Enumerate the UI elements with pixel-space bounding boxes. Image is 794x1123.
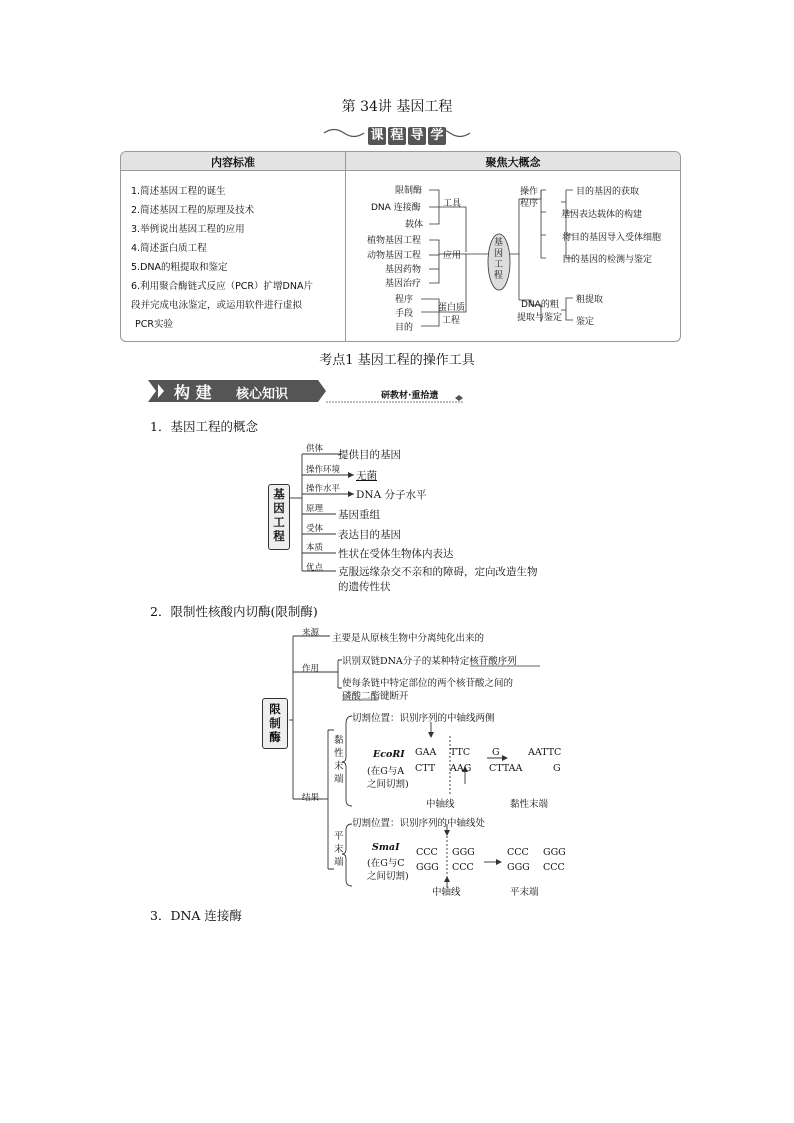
banner-sub: 核心知识 <box>236 387 289 402</box>
heading-2: 2．限制性核酸内切酶(限制酶) <box>150 604 318 619</box>
guide-char: 导 <box>408 127 426 145</box>
standard-item: 5.DNA的粗提取和鉴定 <box>131 262 228 273</box>
heading-3: 3．DNA 连接酶 <box>150 908 242 923</box>
page-title: 第 34讲 基因工程 <box>341 99 453 115</box>
cm-protein-2: 手段 <box>395 309 414 319</box>
seq: CCC <box>543 862 565 873</box>
cm-op-label-2: 程序 <box>520 199 539 209</box>
standard-item: PCR实验 <box>135 319 173 330</box>
seq: GGG <box>543 847 566 858</box>
function-text-2: 使每条链中特定部位的两个核苷酸之间的 <box>342 678 514 689</box>
ecori-label: EcoRⅠ <box>373 749 405 760</box>
cm-protein-1: 程序 <box>395 295 414 305</box>
cm-center-char: 基 <box>494 238 504 248</box>
cm-app-label: 应用 <box>443 251 462 261</box>
concept-text: 基因重组 <box>338 509 380 521</box>
seq: GGG <box>452 847 475 858</box>
cm-op-step-3: 将目的基因导入受体细胞 <box>562 233 662 243</box>
concept-text: 表达目的基因 <box>338 529 401 541</box>
guide-char: 课 <box>368 127 386 145</box>
sticky-label <box>334 734 344 786</box>
cm-center-char: 因 <box>494 249 504 259</box>
cm-center-char: 程 <box>494 271 504 281</box>
seq: G <box>492 747 500 758</box>
cm-protein-label-1: 蛋白质 <box>438 303 466 313</box>
standard-item: 3.举例说出基因工程的应用 <box>131 224 245 235</box>
source-label: 来源 <box>302 628 320 638</box>
concept-label: 操作水平 <box>306 484 341 494</box>
concept-box-char: 工 <box>273 515 285 529</box>
seq: GAA <box>415 747 437 758</box>
concept-label: 操作环境 <box>306 465 341 475</box>
sticky-cut: 切割位置：识别序列的中轴线两侧 <box>352 713 495 724</box>
enzyme-box-char: 酶 <box>269 730 281 744</box>
smai-note-1: (在G与C <box>367 858 405 869</box>
seq: AATTC <box>528 747 562 758</box>
section-title: 考点1 基因工程的操作工具 <box>319 353 475 368</box>
seq: CTTAA <box>489 763 523 774</box>
sticky-char: 末 <box>334 761 344 772</box>
seq: CTT <box>415 763 436 774</box>
cm-center-char: 工 <box>494 260 504 270</box>
seq: G <box>553 763 561 774</box>
axis-label: 中轴线 <box>426 799 455 810</box>
ecori-note-1: (在G与A <box>367 766 405 777</box>
blunt-cut: 切割位置：识别序列的中轴线处 <box>352 818 486 829</box>
seq: TTC <box>450 747 471 758</box>
concept-text: DNA 分子水平 <box>356 489 427 501</box>
concept-label: 原理 <box>306 504 324 514</box>
source-text: 主要是从原核生物中分离纯化出来的 <box>332 633 485 644</box>
concept-text: 无菌 <box>356 470 377 482</box>
axis-label: 中轴线 <box>432 887 461 898</box>
cm-op-step-2: 基因表达载体的构建 <box>561 210 643 220</box>
concept-label: 本质 <box>306 543 324 553</box>
standard-item: 段并完成电泳鉴定，或运用软件进行虚拟 <box>131 300 303 311</box>
concept-box-char: 基 <box>273 487 285 501</box>
blunt-char: 端 <box>334 857 344 868</box>
cm-tools-label: 工具 <box>443 199 462 209</box>
cm-app-3: 基因药物 <box>385 265 422 275</box>
cm-tool-2: DNA 连接酶 <box>371 203 421 213</box>
cm-op-step-4: 目的基因的检测与鉴定 <box>562 255 653 265</box>
standard-item: 1.简述基因工程的诞生 <box>131 186 226 197</box>
cm-protein-3: 目的 <box>395 323 414 333</box>
guide-char: 程 <box>388 127 406 145</box>
banner-main: 构 建 <box>174 383 212 402</box>
core-knowledge-banner <box>148 378 466 404</box>
function-text-1: 识别双链DNA分子的某种特定核苷酸序列 <box>342 656 517 667</box>
enzyme-box-char: 限 <box>269 702 281 716</box>
function-label: 作用 <box>302 664 320 674</box>
overview-table <box>120 151 681 342</box>
seq: GGG <box>416 862 439 873</box>
concept-box-char: 因 <box>273 501 285 515</box>
result-label: 结果 <box>302 793 320 803</box>
concept-box-char: 程 <box>273 529 285 543</box>
concept-diagram <box>264 440 564 600</box>
cm-dna-step-1: 粗提取 <box>576 295 604 305</box>
sticky-char: 黏 <box>334 735 344 746</box>
sticky-end-label: 黏性末端 <box>510 799 549 810</box>
cm-dna-label-1: DNA的粗 <box>521 300 559 310</box>
concept-box <box>268 484 290 550</box>
concept-label: 受体 <box>306 524 324 534</box>
seq: GGG <box>507 862 530 873</box>
enzyme-box <box>262 698 288 749</box>
seq: CCC <box>416 847 438 858</box>
cm-app-1: 植物基因工程 <box>367 236 422 246</box>
cm-app-4: 基因治疗 <box>385 279 422 289</box>
cm-center <box>494 238 503 282</box>
ecori-note-2: 之间切割) <box>367 779 409 790</box>
cm-op-step-1: 目的基因的获取 <box>576 187 640 197</box>
concept-text-cont: 的遗传性状 <box>338 581 391 593</box>
standard-item: 2.简述基因工程的原理及技术 <box>131 205 255 216</box>
cm-dna-step-2: 鉴定 <box>576 317 595 327</box>
seq: CCC <box>452 862 474 873</box>
smai-label: SmaⅠ <box>372 842 400 853</box>
standard-item: 6.利用聚合酶链式反应（PCR）扩增DNA片 <box>131 281 313 292</box>
blunt-label <box>334 830 344 869</box>
blunt-char: 末 <box>334 844 344 855</box>
enzyme-diagram <box>260 624 580 900</box>
banner-right: 研教材·重拾遗 <box>381 391 439 401</box>
cm-op-label-1: 操作 <box>520 187 539 197</box>
heading-1: 1．基因工程的概念 <box>150 419 258 434</box>
concept-text: 性状在受体生物体内表达 <box>338 548 454 560</box>
seq: CCC <box>507 847 529 858</box>
header-content-standard: 内容标准 <box>211 156 255 169</box>
standard-item: 4.简述蛋白质工程 <box>131 243 207 254</box>
enzyme-box-char: 制 <box>269 716 281 730</box>
course-guide-banner <box>322 122 472 144</box>
cm-tool-1: 限制酶 <box>395 186 423 196</box>
cm-protein-label-2: 工程 <box>442 316 461 326</box>
seq: AAG <box>450 763 472 774</box>
concept-text: 提供目的基因 <box>338 449 401 461</box>
guide-char: 学 <box>428 127 446 145</box>
concept-text: 克服远缘杂交不亲和的障碍，定向改造生物 <box>338 566 538 578</box>
header-big-concept: 聚焦大概念 <box>485 156 541 169</box>
cm-dna-label-2: 提取与鉴定 <box>517 313 563 323</box>
blunt-end-label: 平末端 <box>510 887 539 898</box>
cm-app-2: 动物基因工程 <box>367 251 422 261</box>
concept-label: 供体 <box>306 444 324 454</box>
concept-label: 优点 <box>306 563 324 573</box>
smai-note-2: 之间切割) <box>367 871 409 882</box>
cm-tool-3: 载体 <box>405 220 424 230</box>
sticky-char: 性 <box>334 748 344 759</box>
function-text-3: 磷酸二酯键断开 <box>342 691 409 702</box>
blunt-char: 平 <box>334 831 344 842</box>
sticky-char: 端 <box>334 774 344 785</box>
